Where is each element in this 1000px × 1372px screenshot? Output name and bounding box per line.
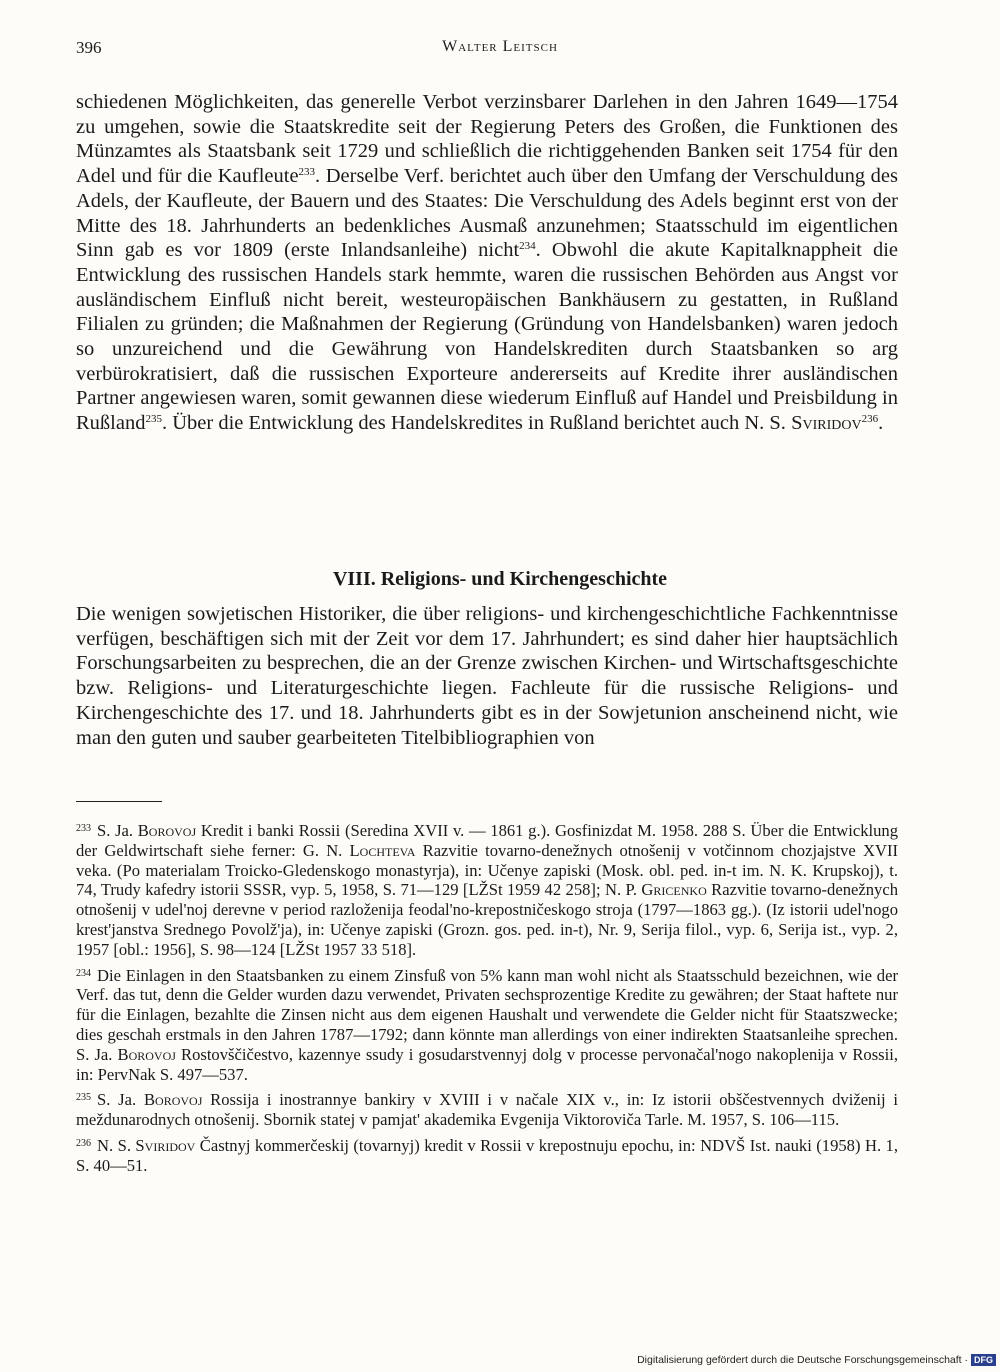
text-run: Razvitie tovarno-denežnych otnošenij v votčinnom chozjajstve XVII veka. (Po materialam Troicko-Gledenskogo monastyrja), in: Učenye zapiski (Mosk. obl. ped. in-t im. N. K. Krupskoj), t. 74, Trudy kafedry istorii SSSR, vyp. 5, 1958, S. 71—129 [LŽSt 1959 42 258]; N. P. — [76, 840, 898, 900]
author-name: Borovoj — [117, 1044, 176, 1064]
text-run: . Obwohl die akute Kapitalknappheit die Entwicklung des russischen Handels stark hemmte, waren die russischen Behörden aus Angst vor ausländischem Einfluß nicht bereit, westeuropäischen Bankhäusern zu gestatten, in Rußland Filialen zu gründen; die Maßnahmen der Regierung (Gründung von Handelsbanken) waren jedoch so unzureichend und die Gewährung von Handelskrediten durch Staatsbanken so arg verbürokratisiert, daß die russischen Exporteure andererseits auf Kredite ihrer ausländischen Partner angewiesen waren, somit gewannen diese wiederum Einfluß auf Handel und Preisbildung in Rußland — [76, 239, 898, 435]
footnote-divider — [76, 801, 162, 802]
section-heading: VIII. Religions- und Kirchengeschichte — [332, 568, 668, 590]
footnote-ref-234: 234 — [519, 240, 536, 253]
footnote-236 — [76, 1136, 898, 1176]
digitization-credit — [637, 1354, 996, 1366]
author-name: Sviridov — [135, 1135, 196, 1155]
footnote-number: 233 — [76, 823, 91, 834]
paragraph-religion: Die wenigen sowjetischen Historiker, die über religions- und kirchengeschichtliche Fachkenntnisse verfügen, beschäftigen sich mit der Zeit vor dem 17. Jahrhundert; es sind daher hier hauptsächlich Forschungsarbeiten zu besprechen, die an der Grenze zwischen Kirchen- und Wirtschaftsgeschichte bzw. Religions- und Literaturgeschichte liegen. Fachleute für die russische Religions- und Kirchengeschichte des 17. und 18. Jahrhunderts gibt es in der Sowjetunion anscheinend nicht, wie man den guten und sauber gearbeiteten Titelbibliographien von — [76, 603, 898, 749]
footnote-number: 234 — [76, 967, 91, 979]
text-run: Rossija i inostrannye bankiry v XVIII i v načale XIX v., in: Iz istorii obščestvennych dviženij i meždunarodnych otnošenij. Sbornik statej v pamjat' akademika Evgenija Viktoroviča Tarle. M. 1957, S. 106—115. — [76, 1090, 898, 1130]
footnote-235 — [76, 1090, 898, 1130]
dfg-logo-icon: DFG — [971, 1354, 996, 1366]
paragraph-banking — [76, 90, 898, 436]
text-run: S. Ja. — [97, 821, 138, 840]
text-run: S. Ja. — [97, 1090, 144, 1110]
footnote-ref-233: 233 — [298, 166, 316, 179]
text-run: schiedenen Möglichkeiten, das generelle Verbot verzinsbarer Darlehen in den Jahren 1649—1754 zu umgehen, sowie die Staatskredite seit der Regierung Peters des Großen, die Funktionen des Münzamtes als Staatsbank seit 1729 und schließlich die richtiggehenden Banken seit 1754 für den Adel und für die Kaufleute — [76, 91, 898, 188]
footnote-234 — [76, 966, 898, 1085]
footnote-number: 235 — [76, 1092, 91, 1104]
author-name: Lochteva — [349, 840, 416, 860]
page-number: 396 — [76, 38, 102, 57]
footnotes — [76, 821, 898, 1182]
footnote-233 — [76, 821, 898, 960]
footnote-number: 236 — [76, 1137, 91, 1149]
footnote-ref-235: 235 — [145, 413, 162, 426]
text-run: Die Einlagen in den Staatsbanken zu einem Zinsfuß von 5% kann man wohl nicht als Staatsschuld bezeichnen, wie der Verf. das tut, denn die Gelder wurden dazu verwendet, Privaten sechsprozentige Kredite zu gewähren; der Staat haftete nur für die Einlagen, bezahlte die Zinsen nicht aus dem eigenen Haushalt und verwendete die Gelder nicht für Staatszwecke; dies geschah erstmals in den Jahren 1787—1792; dann könnte man allerdings von einer indirekten Staatsanleihe sprechen. S. Ja. — [76, 965, 898, 1064]
text-run: Kredit i banki Rossii (Seredina XVII v. — 1861 g.). Gosfinizdat M. 1958. 288 S. Über die Entwicklung der Geldwirtschaft siehe ferner: G. N. — [76, 821, 898, 860]
author-name: Borovoj — [137, 821, 197, 840]
text-run: . — [878, 412, 884, 435]
text-run: N. S. — [97, 1135, 136, 1155]
text-run: . Über die Entwicklung des Handelskredites in Rußland berichtet auch N. S. — [161, 412, 792, 435]
section-text — [76, 602, 898, 750]
text-run: Častnyj kommerčeskij (tovarnyj) kredit v Rossii v krepostnuju epochu, in: NDVŠ Ist. nauki (1958) H. 1, S. 40—51. — [76, 1135, 898, 1175]
text-run: Rostovščičestvo, kazennye ssudy i gosudarstvennyj dolg v processe pervonačal'nogo nakoplenija v Rossii, in: PervNak S. 497—537. — [76, 1044, 898, 1084]
text-run: . Derselbe Verf. berichtet auch über den Umfang der Verschuldung des Adels, der Kaufleute, der Bauern und des Staates: Die Verschuldung des Adels beginnt erst von der Mitte des 18. Jahrhunderts an bedenkliches Ausmaß anzunehmen; Staatsschuld im eigentlichen Sinn gab es vor 1809 (erste Inlandsanleihe) nicht — [76, 165, 898, 262]
footnote-ref-236: 236 — [861, 413, 879, 426]
author-name: Sviridov — [791, 412, 862, 435]
running-head: Walter Leitsch — [442, 38, 558, 55]
body-text — [76, 90, 898, 436]
author-name: Borovoj — [143, 1090, 203, 1110]
author-name: Gricenko — [641, 880, 707, 900]
text-run: Razvitie tovarno-denežnych otnošenij v udel'noj derevne v period razloženija feodal'no-krepostničeskogo stroja (1797—1863 gg.). (Iz istorii udel'nogo krest'janstva Srednego Povolž'ja), in: Učenye zapiski (Grozn. gos. ped. in-t), Nr. 9, Serija filol., vyp. 6, Serija ist., vyp. 2, 1957 [obl.: 1956], S. 98—124 [LŽSt 1957 33 518]. — [76, 880, 898, 959]
credit-text: Digitalisierung gefördert durch die Deutsche Forschungsgemeinschaft · — [637, 1354, 968, 1366]
